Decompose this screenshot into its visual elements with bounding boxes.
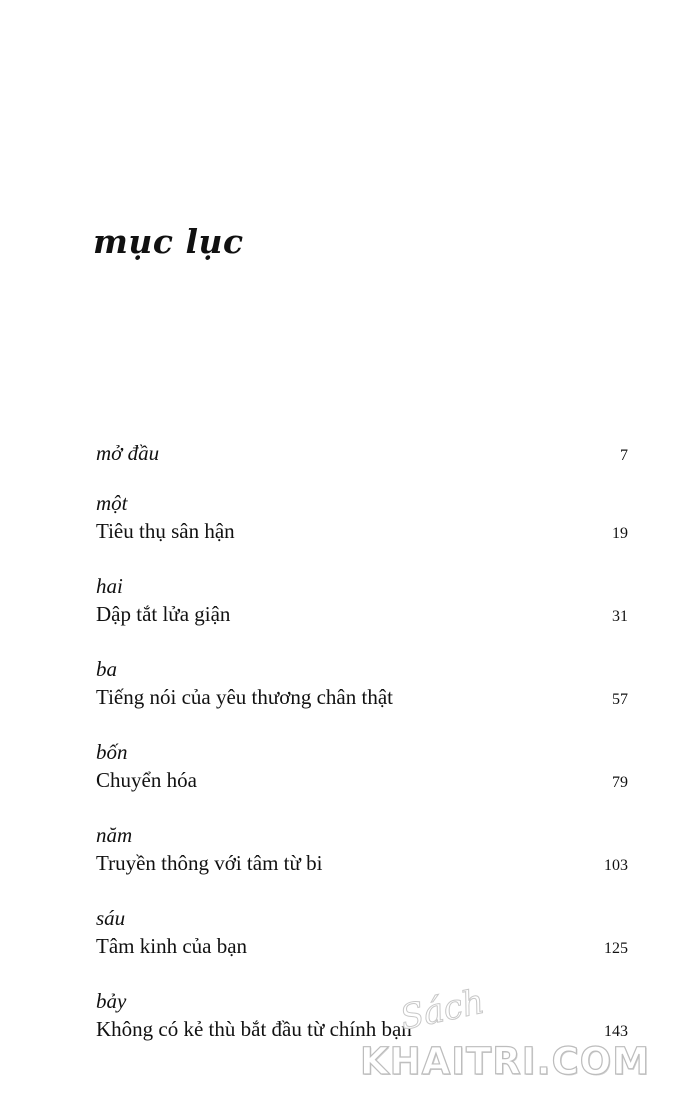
toc-chapter (96, 573, 628, 629)
page-number: 125 (604, 940, 628, 957)
toc-entry-row (96, 599, 628, 629)
watermark-logo (360, 981, 690, 1108)
toc-entry-row (96, 438, 628, 471)
chapter-title: Tiêu thụ sân hận (96, 519, 235, 543)
page-number: 7 (620, 447, 628, 464)
page-number: 57 (612, 691, 628, 708)
page-number: 19 (612, 525, 628, 542)
toc-entry-row (96, 765, 628, 795)
page-title: mục lục (93, 222, 244, 261)
chapter-title: Tiếng nói của yêu thương chân thật (96, 685, 393, 709)
chapter-label: bốn (96, 740, 128, 764)
chapter-title: Dập tắt lửa giận (96, 602, 231, 626)
page-number: 143 (604, 1023, 628, 1040)
toc-chapter (96, 905, 628, 961)
chapter-label: ba (96, 657, 117, 681)
chapter-label: một (96, 491, 128, 515)
toc-chapter (96, 490, 628, 546)
page-number: 79 (612, 774, 628, 791)
toc-intro (96, 438, 628, 471)
toc-entry-row (96, 931, 628, 961)
chapter-title: Truyền thông với tâm từ bi (96, 851, 323, 875)
chapter-label: hai (96, 574, 123, 598)
chapter-label: mở đầu (96, 441, 160, 465)
chapter-title: Chuyển hóa (96, 768, 197, 792)
chapter-title: Không có kẻ thù bắt đầu từ chính bạn (96, 1017, 412, 1041)
toc-entry-row (96, 682, 628, 712)
watermark-brand: KHAITRI.COM (360, 1040, 651, 1083)
page-number: 31 (612, 608, 628, 625)
chapter-label: sáu (96, 906, 126, 930)
toc-chapter (96, 822, 628, 878)
chapter-label: bảy (96, 989, 127, 1013)
watermark-script: Sách (396, 981, 488, 1039)
toc-chapter (96, 739, 628, 795)
chapter-label: năm (96, 823, 133, 847)
page-number: 103 (604, 857, 628, 874)
chapter-title: Tâm kinh của bạn (96, 934, 248, 958)
toc-chapter (96, 656, 628, 712)
toc-entry-row (96, 848, 628, 878)
toc-entry-row (96, 516, 628, 546)
